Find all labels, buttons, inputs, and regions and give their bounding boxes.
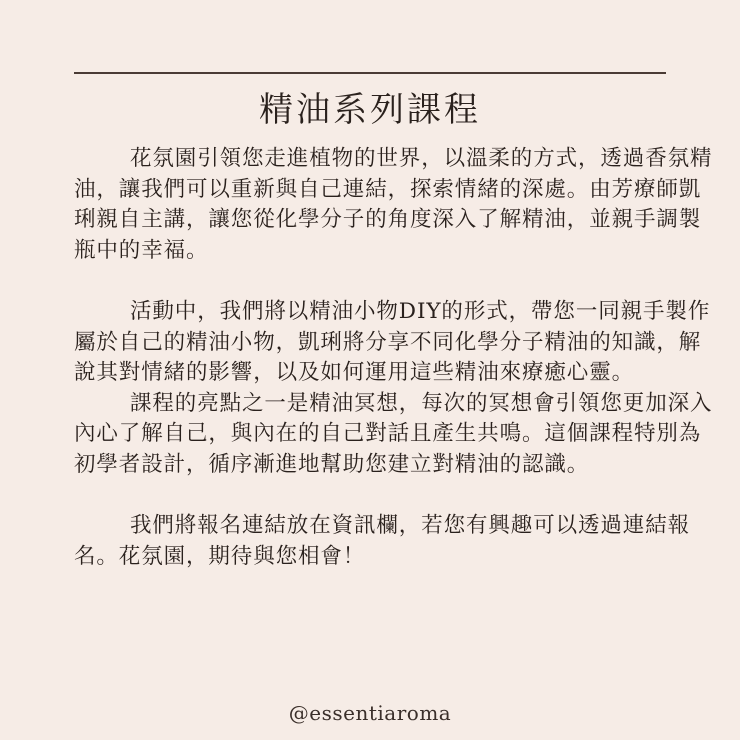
paragraph-gap [74,480,714,511]
top-divider [74,72,666,74]
social-handle: @essentiaroma [288,701,452,725]
highlight-paragraph: 課程的亮點之一是精油冥想，每次的冥想會引領您更加深入內心了解自己，與內在的自己對話且產生共鳴。這個課程特別為初學者設計，循序漸進地幫助您建立對精油的認識。 [74,390,713,477]
page-title: 精油系列課程 [259,90,481,130]
signup-paragraph: 我們將報名連結放在資訊欄，若您有興趣可以透過連結報名。花氛園，期待與您相會！ [74,513,691,569]
course-description [74,144,714,572]
activity-paragraph: 活動中，我們將以精油小物DIY的形式，帶您一同親手製作屬於自己的精油小物，凱琍將分享不同化學分子精油的知識，解說其對情緒的影響，以及如何運用這些精油來療癒心靈。 [74,299,711,385]
intro-paragraph: 花氛園引領您走進植物的世界，以溫柔的方式，透過香氛精油，讓我們可以重新與自己連結，探索情緒的深處。由芳療師凱琍親自主講，讓您從化學分子的角度深入了解精油，並親手調製瓶中的幸福。 [74,146,713,263]
paragraph-gap [74,266,714,297]
